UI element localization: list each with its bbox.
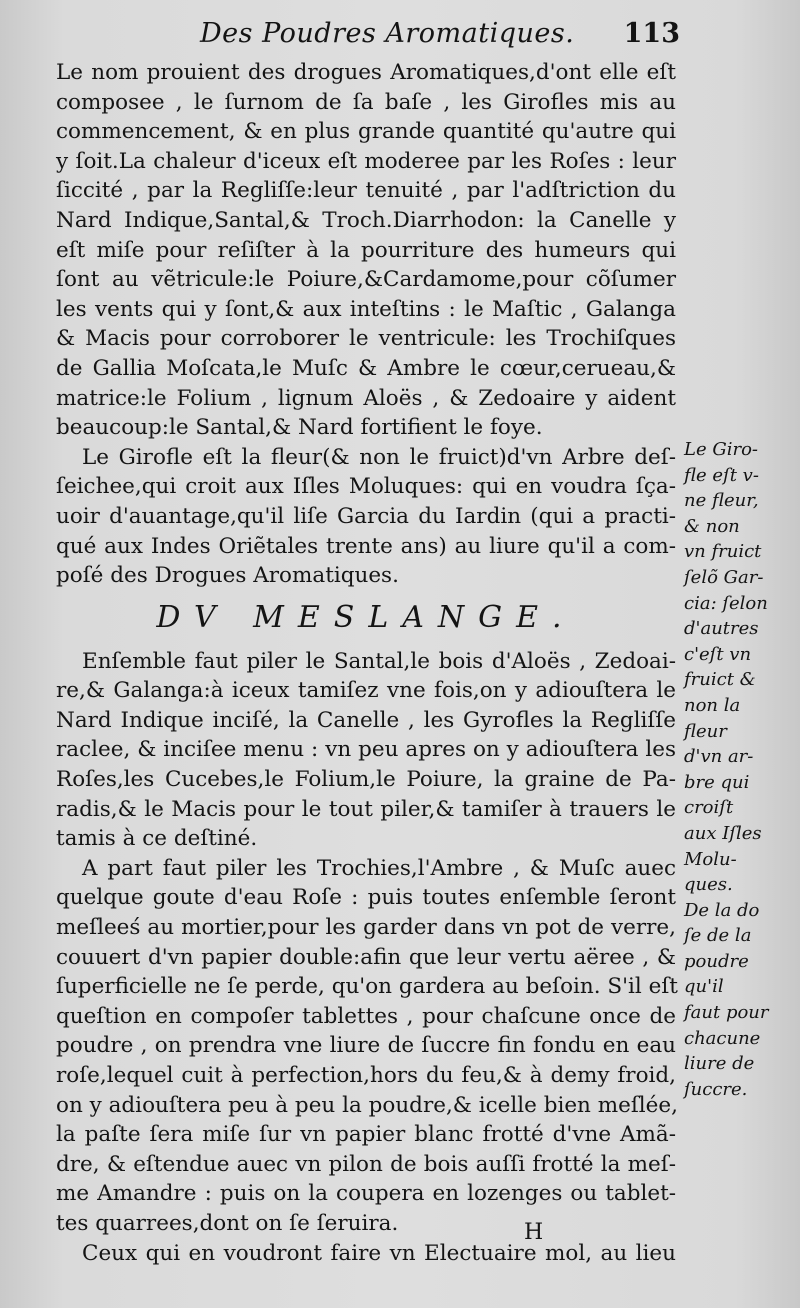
text-line: Le Girofle eſt la fleur(& non le fruict)d'vn Arbre deſ- xyxy=(82,444,676,470)
text-line: Nard Indique inciſé, la Canelle , les Gyrofles la Regliſſe xyxy=(56,707,676,733)
text-line: de Gallia Moſcata,le Muſc & Ambre le cœur,cerueau,& xyxy=(56,355,676,381)
running-title: Des Poudres Aromatiques. xyxy=(200,18,575,49)
text-line: & Macis pour corroborer le ventricule: les Trochiſques xyxy=(56,326,676,352)
margin-note-line: poudre xyxy=(684,950,749,972)
margin-note-line: ne fleur, xyxy=(684,490,759,512)
margin-note-line: croiſt xyxy=(684,797,734,819)
margin-note-line: c'eſt vn xyxy=(684,643,752,665)
paragraph-3 xyxy=(56,647,676,854)
text-line: dre, & eſtendue auec vn pilon de bois auſſi frotté la meſ- xyxy=(56,1151,676,1177)
text-line: y ſoit.La chaleur d'iceux eſt moderee par les Roſes : leur xyxy=(56,148,676,174)
text-line: qué aux Indes Oriẽtales trente ans) au liure qu'il a com- xyxy=(56,533,676,559)
text-line: meſleeś au mortier,pour les garder dans vn pot de verre, xyxy=(56,915,676,941)
text-line: matrice:le Folium , lignum Aloës , & Zedoaire y aident xyxy=(56,385,676,411)
text-line: me Amandre : puis on la coupera en lozenges ou tablet- xyxy=(56,1181,676,1207)
margin-note-line: De la do xyxy=(684,899,760,921)
paragraph-4 xyxy=(56,854,676,1239)
margin-note-line: bre qui xyxy=(684,771,750,793)
text-line: commencement, & en plus grande quantité qu'autre qui xyxy=(56,119,676,145)
margin-note-line: d'autres xyxy=(684,618,759,640)
text-line: tes quarrees,dont on ſe ſeruira. xyxy=(56,1210,399,1236)
margin-note-line: faut pour xyxy=(684,1002,769,1024)
text-line: Le nom prouient des drogues Aromatiques,d'ont elle eſt xyxy=(56,60,676,85)
margin-note-line: & non xyxy=(684,515,740,537)
text-line: queſtion en compoſer tablettes , pour chaſcune once de xyxy=(56,1003,676,1029)
margin-note-line: vn fruict xyxy=(684,541,762,563)
text-line: tamis à ce deſtiné. xyxy=(56,826,258,852)
margin-note-line: Le Giro- xyxy=(684,439,758,460)
text-line: A part faut piler les Trochies,l'Ambre , & Muſc auec xyxy=(82,855,676,881)
margin-note-line: liure de xyxy=(684,1053,755,1075)
text-line: poudre , on prendra vne liure de ſuccre fin fondu en eau xyxy=(56,1033,676,1059)
text-line: radis,& le Macis pour le tout piler,& tamiſer à trauers le xyxy=(56,796,676,822)
text-line: Ceux qui en voudront faire vn Electuaire mol, au lieu xyxy=(82,1240,676,1266)
margin-note-line: ſe de la xyxy=(684,925,752,947)
text-line: beaucoup:le Santal,& Nard fortifient le foye. xyxy=(56,415,543,441)
text-line: ſeichee,qui croit aux Iſles Moluques: qui en voudra ſça- xyxy=(56,474,676,500)
paragraph-1 xyxy=(56,58,676,443)
margin-note-line: cia: ſelon xyxy=(684,592,768,614)
text-line: composee , le ſurnom de ſa baſe , les Girofles mis au xyxy=(56,89,676,115)
section-heading: DV MESLANGE. xyxy=(156,599,576,635)
text-line: raclee, & inciſee menu : vn peu apres on y adiouſtera les xyxy=(56,737,676,763)
text-line: couuert d'vn papier double:afin que leur vertu aëree , & xyxy=(56,944,676,970)
text-line: roſe,lequel cuit à perfection,hors du feu,& à demy froid, xyxy=(56,1063,676,1088)
margin-note-line: fleur xyxy=(684,720,727,742)
margin-note-line: qu'il xyxy=(684,976,724,998)
page-number: 113 xyxy=(623,18,680,49)
text-line: Nard Indique,Santal,& Troch.Diarrhodon: la Canelle y xyxy=(56,207,676,233)
text-line: uoir d'auantage,qu'il liſe Garcia du Iardin (qui a practi- xyxy=(56,503,676,529)
paragraph-5 xyxy=(56,1239,676,1269)
text-line: ſont au vẽtricule:le Poiure,&Cardamome,pour cõſumer xyxy=(56,267,676,293)
text-line: ſuperficielle ne ſe perde, qu'on gardera au beſoin. S'il eſt xyxy=(56,974,678,1000)
margin-note-line: aux Iſles xyxy=(684,822,762,844)
text-line: eſt miſe pour reſiſter à la pourriture des humeurs qui xyxy=(56,237,676,263)
margin-note-line: ſuccre. xyxy=(684,1078,748,1100)
margin-note-line: ſelõ Gar- xyxy=(684,566,764,588)
margin-note-line: chacune xyxy=(684,1027,761,1049)
text-line: Enſemble faut piler le Santal,le bois d'Aloës , Zedoai- xyxy=(82,648,676,674)
text-line: Roſes,les Cucebes,le Folium,le Poiure, la graine de Pa- xyxy=(56,767,676,793)
paragraph-2 xyxy=(56,443,676,591)
margin-note-line: fle eſt v- xyxy=(684,464,759,486)
signature-mark: H xyxy=(524,1220,544,1245)
margin-notes xyxy=(684,437,794,1102)
text-line: poſé des Drogues Aromatiques. xyxy=(56,563,399,589)
margin-note-line: d'vn ar- xyxy=(684,746,754,768)
text-line: quelque goute d'eau Roſe : puis toutes enſemble ſeront xyxy=(56,885,676,911)
text-line: on y adiouſtera peu à peu la poudre,& icelle bien meſlée, xyxy=(56,1092,678,1118)
page-header xyxy=(60,18,680,54)
text-line: re,& Galanga:à iceux tamiſez vne fois,on y adiouſtera le xyxy=(56,678,676,704)
margin-note-line: Molu- xyxy=(684,848,737,870)
text-line: la paſte ſera miſe ſur vn papier blanc frotté d'vne Amã- xyxy=(56,1122,676,1148)
margin-note-line: non la xyxy=(684,694,741,716)
text-line: ſiccité , par la Regliſſe:leur tenuité , par l'adſtriction du xyxy=(56,178,676,204)
margin-note-line: ques. xyxy=(684,874,733,896)
main-text xyxy=(56,58,676,1268)
text-line: les vents qui y ſont,& aux inteſtins : le Maſtic , Galanga xyxy=(56,296,676,322)
margin-note-line: fruict & xyxy=(684,669,756,691)
